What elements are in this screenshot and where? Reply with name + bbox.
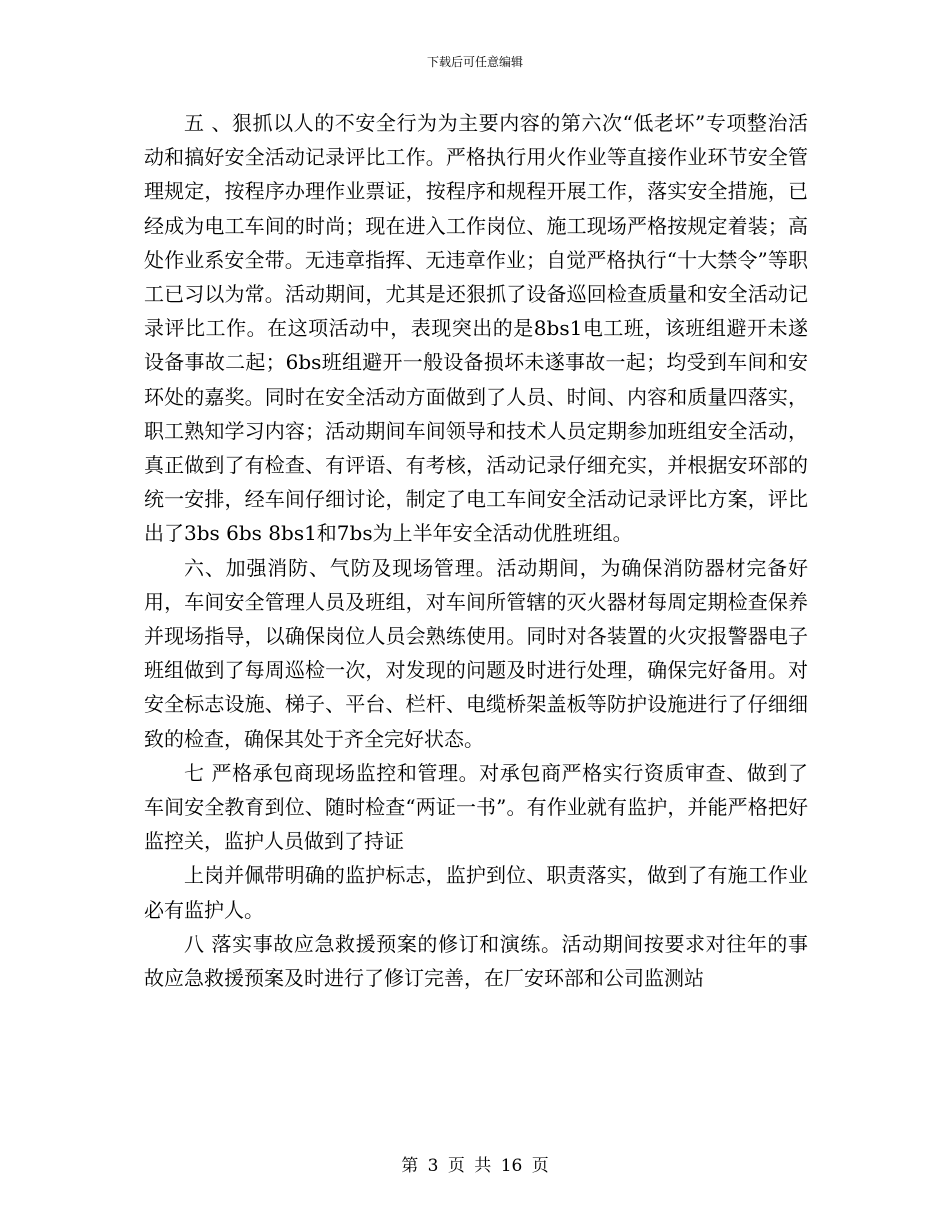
document-body xyxy=(144,106,808,995)
paragraph-five: 五 、狠抓以人的不安全行为为主要内容的第六次“低老坏”专项整治活动和搞好安全活动记录评比工作。严格执行用火作业等直接作业环节安全管理规定，按程序办理作业票证，按程序和规程开展工作，落实安全措施，已经成为电工车间的时尚；现在进入工作岗位、施工现场严格按规定着装；高处作业系安全带。无违章指挥、无违章作业；自觉严格执行“十大禁令”等职工已习以为常。活动期间，尤其是还狠抓了设备巡回检查质量和安全活动记录评比工作。在这项活动中，表现突出的是8bs1电工班，该班组避开未遂设备事故二起；6bs班组避开一般设备损坏未遂事故一起；均受到车间和安环处的嘉奖。同时在安全活动方面做到了人员、时间、内容和质量四落实，职工熟知学习内容；活动期间车间领导和技术人员定期参加班组安全活动，真正做到了有检查、有评语、有考核，活动记录仔细充实，并根据安环部的统一安排，经车间仔细讨论，制定了电工车间安全活动记录评比方案，评比出了3bs 6bs 8bs1和7bs为上半年安全活动优胜班组。 xyxy=(144,111,808,546)
page-header: 下载后可任意编辑 xyxy=(426,55,523,69)
paragraph-six: 六、加强消防、气防及现场管理。活动期间，为确保消防器材完备好用，车间安全管理人员及班组，对车间所管辖的灭火器材每周定期检查保养并现场指导，以确保岗位人员会熟练使用。同时对各装置的火灾报警器电子班组做到了每周巡检一次，对发现的问题及时进行处理，确保完好备用。对安全标志设施、梯子、平台、栏杆、电缆桥架盖板等防护设施进行了仔细细致的检查，确保其处于齐全完好状态。 xyxy=(144,555,808,751)
page-number-footer: 第 3 页 共 16 页 xyxy=(401,1156,549,1176)
paragraph-seven-continued: 上岗并佩带明确的监护标志，监护到位、职责落实，做到了有施工作业必有监护人。 xyxy=(144,863,808,922)
paragraph-eight: 八 落实事故应急救援预案的修订和演练。活动期间按要求对往年的事故应急救援预案及时进行了修订完善，在厂安环部和公司监测站 xyxy=(144,931,808,991)
paragraph-seven: 七 严格承包商现场监控和管理。对承包商严格实行资质审查、做到了车间安全教育到位、随时检查“两证一书”。有作业就有监护，并能严格把好监控关，监护人员做到了持证 xyxy=(144,760,808,854)
